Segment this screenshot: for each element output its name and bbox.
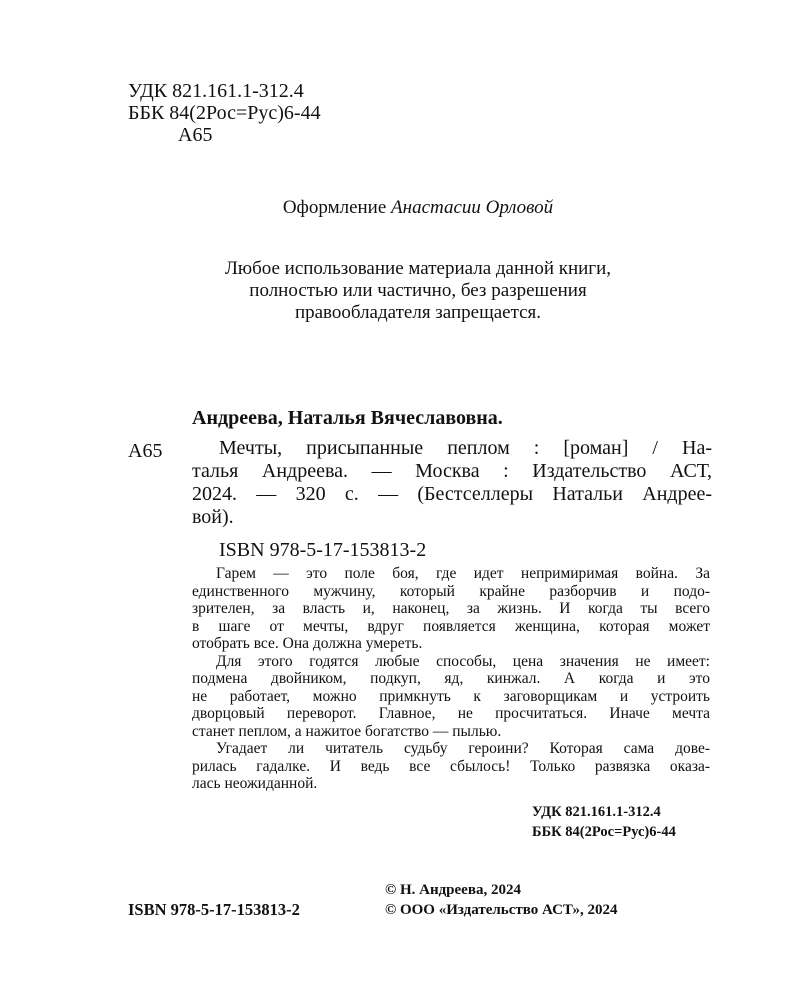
copyright-notice-line: полностью или частично, без разрешения — [249, 280, 587, 301]
design-credit — [0, 197, 800, 219]
footer-isbn: ISBN 978-5-17-153813-2 — [128, 900, 300, 919]
bbk-code: ББК 84(2Рос=Рус)6-44 — [128, 102, 321, 124]
catalog-mark: А65 — [128, 440, 163, 462]
annotation-line: рилась гадалке. И ведь все сбылось! Только развязка оказа- — [192, 758, 710, 775]
annotation-line: зрителен, за власть и, наконец, за жизнь. И когда ты всего — [192, 600, 710, 617]
annotation-line: станет пеплом, а нажитое богатство — пылью. — [192, 723, 502, 740]
annotation-line: Для этого годятся любые способы, цена значения не имеет: — [216, 653, 710, 670]
copyright-notice-line: правообладателя запрещается. — [294, 302, 542, 323]
author-mark: А65 — [178, 124, 213, 146]
small-udk-code: УДК 821.161.1-312.4 — [532, 804, 661, 820]
udk-code: УДК 821.161.1-312.4 — [128, 80, 304, 102]
catalog-description-line: Мечты, присыпанные пеплом : [роман] / На- — [219, 437, 712, 459]
annotation-line: Гарем — это поле боя, где идет непримиримая война. За — [216, 565, 710, 582]
annotation-line: подмена двойником, подкуп, яд, кинжал. А когда и это — [192, 670, 710, 687]
catalog-isbn: ISBN 978-5-17-153813-2 — [219, 539, 427, 561]
catalog-description-line: 2024. — 320 с. — (Бестселлеры Натальи Андрее- — [192, 483, 712, 505]
annotation-line: не работает, можно примкнуть к заговорщикам и устроить — [192, 688, 710, 705]
annotation-line: дворцовый переворот. Главное, не просчитаться. Иначе мечта — [192, 705, 710, 722]
annotation-line: единственного мужчину, который крайне разборчив и подо- — [192, 583, 710, 600]
annotation-line: в шаге от мечты, вдруг появляется женщина, которая может — [192, 618, 710, 635]
catalog-description-line: талья Андреева. — Москва : Издательство АСТ, — [192, 460, 712, 482]
annotation-line: Угадает ли читатель судьбу героини? Которая сама дове- — [216, 740, 710, 757]
catalog-author: Андреева, Наталья Вячеславовна. — [192, 407, 503, 429]
small-bbk-code: ББК 84(2Рос=Рус)6-44 — [532, 824, 676, 840]
catalog-description-line: вой). — [192, 506, 234, 528]
copyright-author: © Н. Андреева, 2024 — [385, 882, 521, 898]
design-prefix: Оформление — [282, 197, 392, 218]
copyright-notice-line: Любое использование материала данной книги, — [224, 258, 612, 279]
annotation-line: лась неожиданной. — [192, 775, 318, 792]
annotation-line: отобрать все. Она должна умереть. — [192, 635, 423, 652]
designer-name: Анастасии Орловой — [391, 197, 554, 218]
copyright-publisher: © ООО «Издательство АСТ», 2024 — [385, 902, 618, 918]
